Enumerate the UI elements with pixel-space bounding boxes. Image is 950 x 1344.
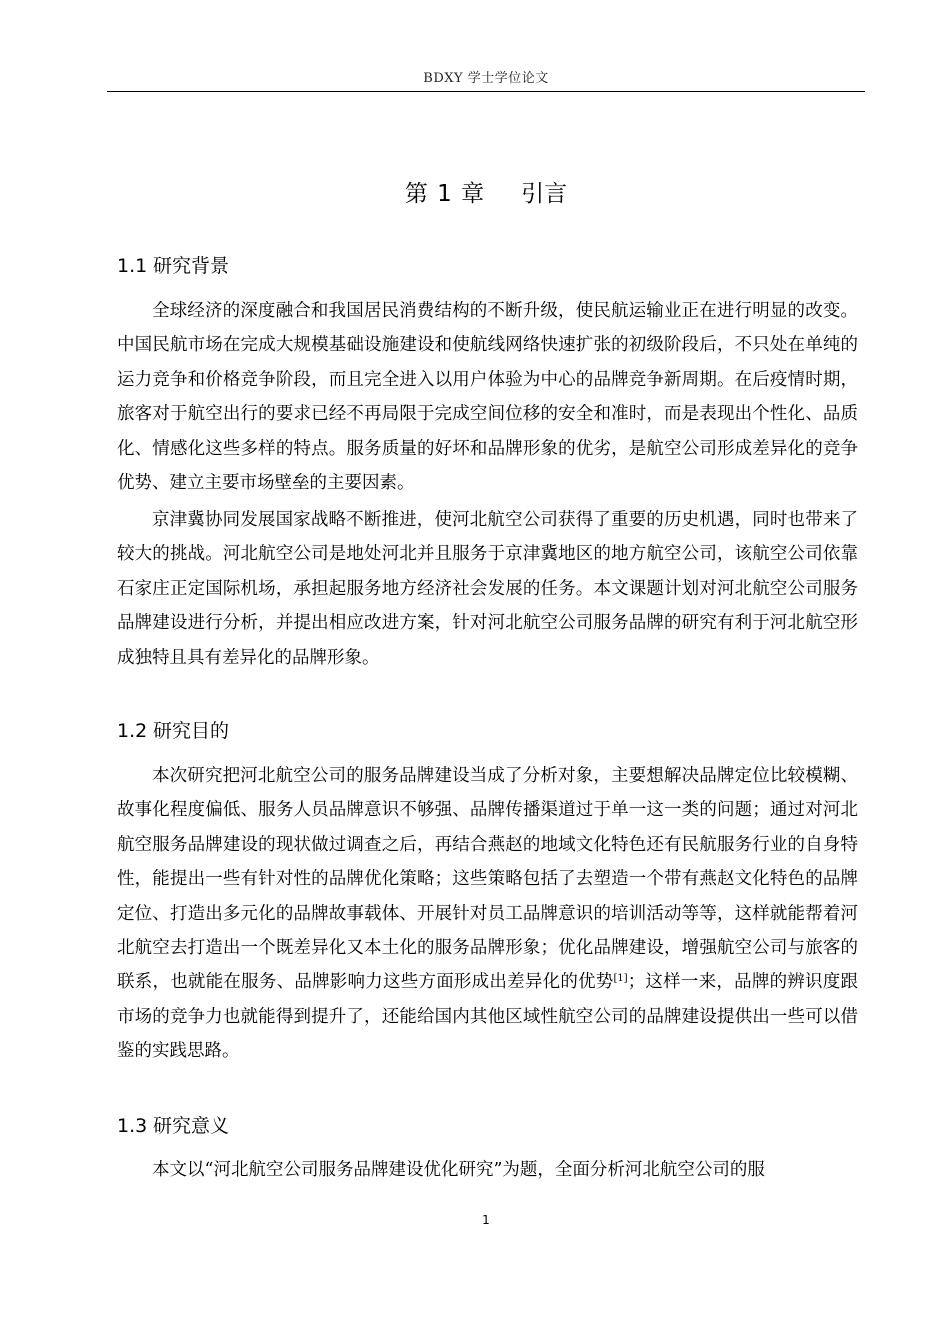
chapter-title [107, 176, 865, 212]
section-title: 研究背景 [153, 255, 230, 277]
chapter-label: 第 1 章 [404, 181, 486, 207]
section-title: 研究目的 [153, 720, 230, 742]
page-number: 1 [482, 1213, 490, 1227]
section-title: 研究意义 [153, 1115, 230, 1137]
running-header: BDXY 学士学位论文 [423, 71, 549, 86]
section-number: 1.3 [117, 1115, 148, 1137]
section-number: 1.2 [117, 720, 148, 742]
chapter-name: 引言 [521, 181, 568, 207]
paragraph-research-purpose [117, 759, 858, 1069]
paragraph-text: 本次研究把河北航空公司的服务品牌建设当成了分析对象，主要想解决品牌定位比较模糊、故事化程度偏低、服务人员品牌意识不够强、品牌传播渠道过于单一这一类的问题；通过对河北航空服务品牌建设的现状做过调查之后，再结合燕赵的地域文化特色还有民航服务行业的自身特性，能提出一些有针对性的品牌优化策略；这些策略包括了去塑造一个带有燕赵文化特色的品牌定位、打造出多元化的品牌故事载体、开展针对员工品牌意识的培训活动等等，这样就能帮着河北航空去打造出一个既差异化又本土化的服务品牌形象；优化品牌建设，增强航空公司与旅客的联系，也就能在服务、品牌影响力这些方面形成出差异化的优势 [117, 766, 858, 993]
paragraph-research-significance: 本文以“河北航空公司服务品牌建设优化研究”为题，全面分析河北航空公司的服 [152, 1160, 765, 1180]
paragraph-research-background-2: 京津冀协同发展国家战略不断推进，使河北航空公司获得了重要的历史机遇，同时也带来了较大的挑战。河北航空公司是地处河北并且服务于京津冀地区的地方航空公司，该航空公司依靠石家庄正定国际机场，承担起服务地方经济社会发展的任务。本文课题计划对河北航空公司服务品牌建设进行分析，并提出相应改进方案，针对河北航空公司服务品牌的研究有利于河北航空形成独特且具有差异化的品牌形象。 [117, 510, 858, 668]
section-heading-1-2 [117, 716, 229, 746]
header-rule [107, 91, 865, 92]
section-heading-1-1 [117, 251, 229, 281]
paragraph-text: ；这样一来，品牌的辨识度跟市场的竞争力也就能得到提升了，还能给国内其他区域性航空公司的品牌建设提供出一些可以借鉴的实践思路。 [117, 972, 859, 1062]
citation-ref[interactable]: [1] [613, 973, 628, 985]
paragraph-research-background-1: 全球经济的深度融合和我国居民消费结构的不断升级，使民航运输业正在进行明显的改变。中国民航市场在完成大规模基础设施建设和使航线网络快速扩张的初级阶段后，不只处在单纯的运力竞争和价格竞争阶段，而且完全进入以用户体验为中心的品牌竞争新周期。在后疫情时期，旅客对于航空出行的要求已经不再局限于完成空间位移的安全和准时，而是表现出个性化、品质化、情感化这些多样的特点。服务质量的好坏和品牌形象的优劣，是航空公司形成差异化的竞争优势、建立主要市场壁垒的主要因素。 [117, 301, 858, 494]
section-number: 1.1 [117, 255, 148, 277]
section-heading-1-3 [117, 1111, 229, 1141]
